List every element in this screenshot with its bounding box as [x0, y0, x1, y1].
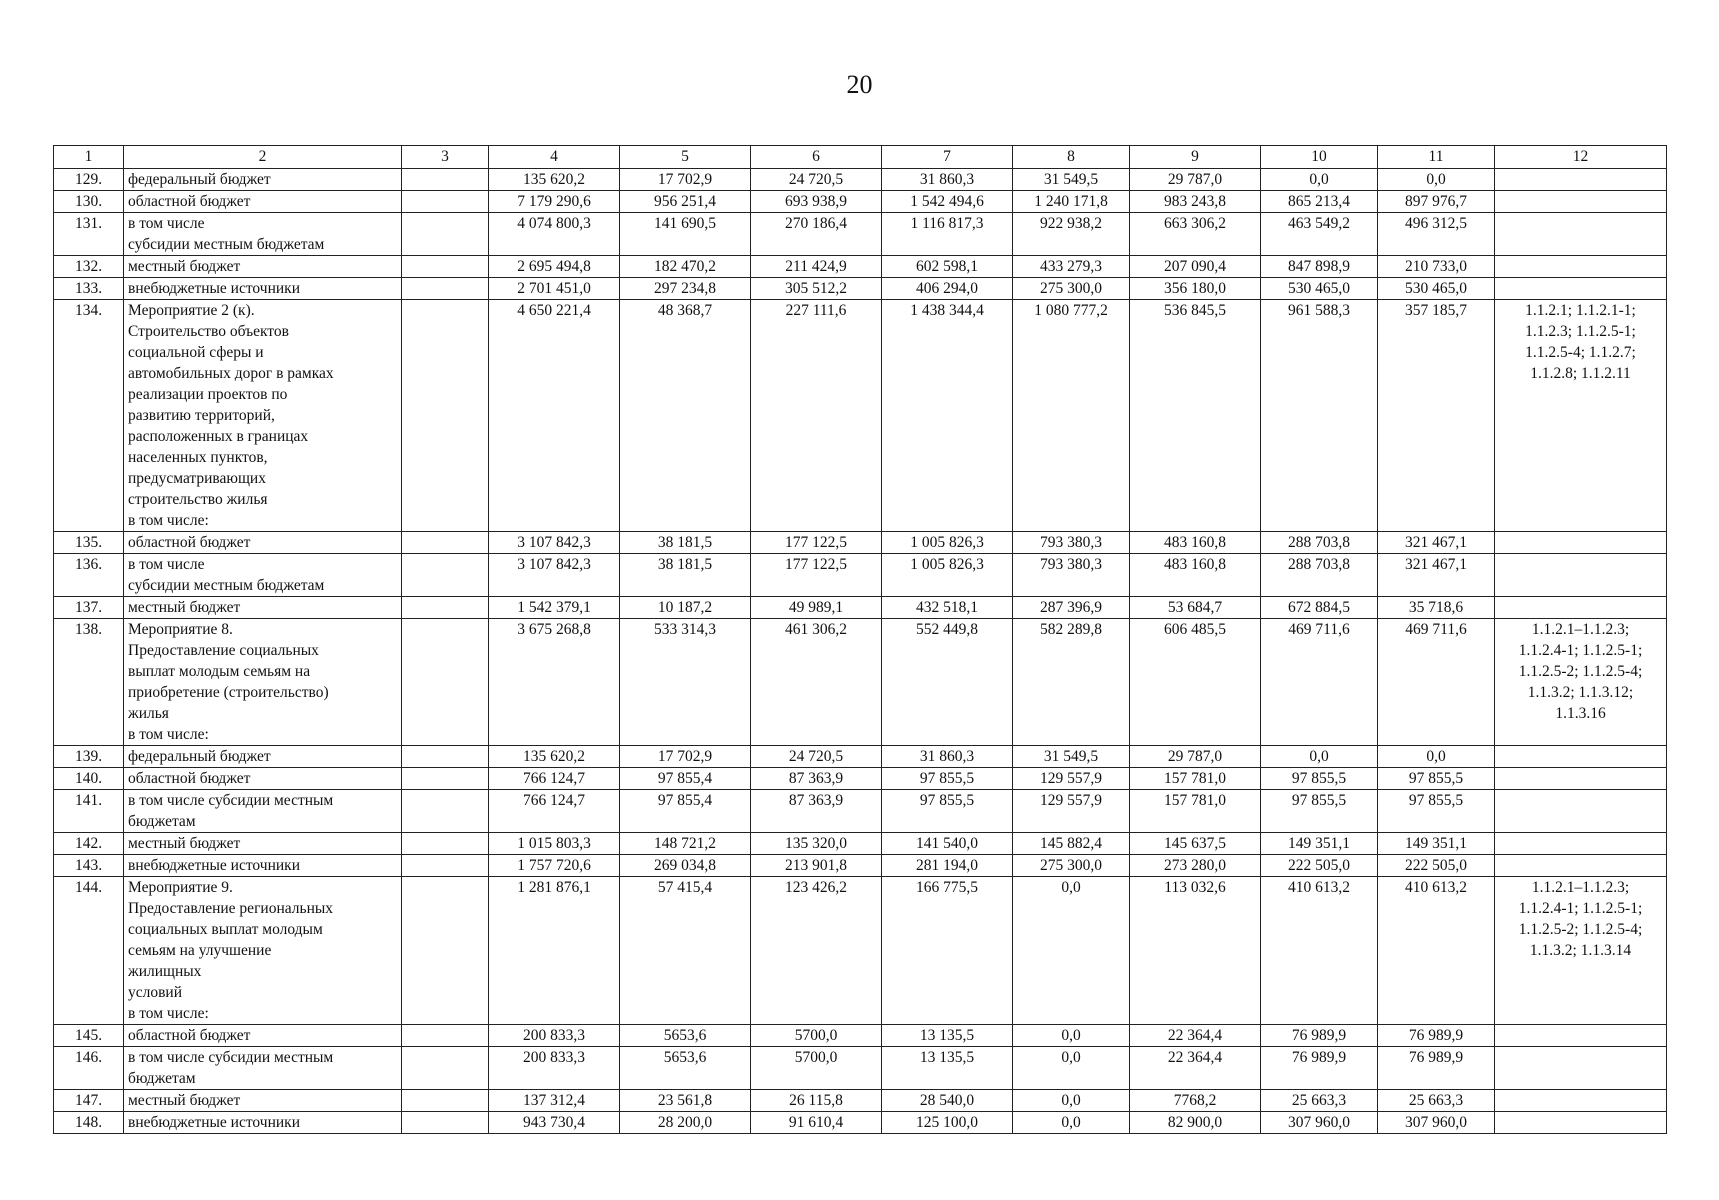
row-number-cell: 131.: [54, 213, 124, 256]
column-3-cell: [402, 1047, 489, 1090]
value-cell: 10 187,2: [620, 597, 751, 619]
value-cell: 145 882,4: [1013, 833, 1130, 855]
value-cell: 3 675 268,8: [489, 619, 620, 746]
value-cell: 31 860,3: [882, 746, 1013, 768]
value-cell: 7768,2: [1130, 1090, 1261, 1112]
table-row: [54, 300, 1667, 532]
column-3-cell: [402, 169, 489, 191]
row-number-cell: 132.: [54, 256, 124, 278]
value-cell: 943 730,4: [489, 1112, 620, 1134]
value-cell: 227 111,6: [751, 300, 882, 532]
table-row: [54, 790, 1667, 833]
column-header: 2: [124, 146, 402, 169]
row-number-cell: 144.: [54, 877, 124, 1025]
table-row: [54, 768, 1667, 790]
value-cell: 182 470,2: [620, 256, 751, 278]
value-cell: 5653,6: [620, 1025, 751, 1047]
value-cell: 17 702,9: [620, 169, 751, 191]
value-cell: 207 090,4: [1130, 256, 1261, 278]
value-cell: 270 186,4: [751, 213, 882, 256]
value-cell: 5700,0: [751, 1047, 882, 1090]
column-3-cell: [402, 597, 489, 619]
reference-cell: [1495, 256, 1667, 278]
value-cell: 97 855,4: [620, 790, 751, 833]
value-cell: 3 107 842,3: [489, 532, 620, 554]
column-header: 5: [620, 146, 751, 169]
value-cell: 602 598,1: [882, 256, 1013, 278]
value-cell: 135 320,0: [751, 833, 882, 855]
row-number-cell: 133.: [54, 278, 124, 300]
value-cell: 4 650 221,4: [489, 300, 620, 532]
value-cell: 273 280,0: [1130, 855, 1261, 877]
row-name-cell: внебюджетные источники: [124, 278, 402, 300]
value-cell: 97 855,4: [620, 768, 751, 790]
row-name-cell: федеральный бюджет: [124, 169, 402, 191]
table-row: [54, 213, 1667, 256]
table-row: [54, 855, 1667, 877]
row-name-cell: в том числе субсидии местным бюджетам: [124, 1047, 402, 1090]
value-cell: 13 135,5: [882, 1025, 1013, 1047]
value-cell: 177 122,5: [751, 554, 882, 597]
value-cell: 582 289,8: [1013, 619, 1130, 746]
reference-cell: [1495, 554, 1667, 597]
reference-cell: [1495, 278, 1667, 300]
value-cell: 0,0: [1013, 1025, 1130, 1047]
value-cell: 149 351,1: [1261, 833, 1378, 855]
value-cell: 48 368,7: [620, 300, 751, 532]
value-cell: 663 306,2: [1130, 213, 1261, 256]
reference-cell: 1.1.2.1–1.1.2.3; 1.1.2.4-1; 1.1.2.5-1; 1.1.2.5-2; 1.1.2.5-4; 1.1.3.2; 1.1.3.12; 1.1.3.16: [1495, 619, 1667, 746]
value-cell: 469 711,6: [1261, 619, 1378, 746]
value-cell: 793 380,3: [1013, 554, 1130, 597]
column-3-cell: [402, 1090, 489, 1112]
value-cell: 536 845,5: [1130, 300, 1261, 532]
column-3-cell: [402, 532, 489, 554]
value-cell: 672 884,5: [1261, 597, 1378, 619]
value-cell: 222 505,0: [1261, 855, 1378, 877]
reference-cell: 1.1.2.1–1.1.2.3; 1.1.2.4-1; 1.1.2.5-1; 1.1.2.5-2; 1.1.2.5-4; 1.1.3.2; 1.1.3.14: [1495, 877, 1667, 1025]
column-header: 12: [1495, 146, 1667, 169]
row-number-cell: 147.: [54, 1090, 124, 1112]
value-cell: 269 034,8: [620, 855, 751, 877]
value-cell: 530 465,0: [1261, 278, 1378, 300]
value-cell: 406 294,0: [882, 278, 1013, 300]
value-cell: 149 351,1: [1378, 833, 1495, 855]
value-cell: 87 363,9: [751, 790, 882, 833]
value-cell: 38 181,5: [620, 532, 751, 554]
table-row: [54, 554, 1667, 597]
value-cell: 213 901,8: [751, 855, 882, 877]
value-cell: 141 540,0: [882, 833, 1013, 855]
row-number-cell: 142.: [54, 833, 124, 855]
value-cell: 321 467,1: [1378, 554, 1495, 597]
table-row: [54, 833, 1667, 855]
table-row: [54, 1112, 1667, 1134]
value-cell: 22 364,4: [1130, 1047, 1261, 1090]
value-cell: 357 185,7: [1378, 300, 1495, 532]
row-name-cell: местный бюджет: [124, 1090, 402, 1112]
reference-cell: [1495, 1047, 1667, 1090]
value-cell: 1 438 344,4: [882, 300, 1013, 532]
value-cell: 432 518,1: [882, 597, 1013, 619]
value-cell: 76 989,9: [1261, 1025, 1378, 1047]
row-name-cell: местный бюджет: [124, 597, 402, 619]
value-cell: 113 032,6: [1130, 877, 1261, 1025]
value-cell: 28 200,0: [620, 1112, 751, 1134]
reference-cell: [1495, 169, 1667, 191]
column-header: 11: [1378, 146, 1495, 169]
value-cell: 97 855,5: [1378, 768, 1495, 790]
row-name-cell: Мероприятие 9. Предоставление региональных социальных выплат молодым семьям на улучшение жилищных условий в том числе:: [124, 877, 402, 1025]
value-cell: 23 561,8: [620, 1090, 751, 1112]
row-number-cell: 143.: [54, 855, 124, 877]
value-cell: 5700,0: [751, 1025, 882, 1047]
reference-cell: [1495, 855, 1667, 877]
row-name-cell: местный бюджет: [124, 256, 402, 278]
reference-cell: [1495, 1025, 1667, 1047]
value-cell: 1 116 817,3: [882, 213, 1013, 256]
column-3-cell: [402, 877, 489, 1025]
column-3-cell: [402, 278, 489, 300]
value-cell: 606 485,5: [1130, 619, 1261, 746]
row-number-cell: 137.: [54, 597, 124, 619]
value-cell: 1 281 876,1: [489, 877, 620, 1025]
table-row: [54, 877, 1667, 1025]
value-cell: 5653,6: [620, 1047, 751, 1090]
value-cell: 76 989,9: [1378, 1047, 1495, 1090]
value-cell: 49 989,1: [751, 597, 882, 619]
column-3-cell: [402, 1025, 489, 1047]
value-cell: 53 684,7: [1130, 597, 1261, 619]
header-row: [54, 146, 1667, 169]
reference-cell: [1495, 1112, 1667, 1134]
value-cell: 200 833,3: [489, 1047, 620, 1090]
value-cell: 0,0: [1378, 746, 1495, 768]
reference-cell: [1495, 833, 1667, 855]
value-cell: 1 542 494,6: [882, 191, 1013, 213]
row-name-cell: областной бюджет: [124, 532, 402, 554]
value-cell: 0,0: [1013, 1090, 1130, 1112]
row-number-cell: 145.: [54, 1025, 124, 1047]
row-name-cell: областной бюджет: [124, 768, 402, 790]
value-cell: 281 194,0: [882, 855, 1013, 877]
value-cell: 157 781,0: [1130, 790, 1261, 833]
value-cell: 766 124,7: [489, 790, 620, 833]
row-number-cell: 146.: [54, 1047, 124, 1090]
value-cell: 0,0: [1013, 877, 1130, 1025]
value-cell: 35 718,6: [1378, 597, 1495, 619]
row-number-cell: 141.: [54, 790, 124, 833]
column-3-cell: [402, 790, 489, 833]
value-cell: 1 015 803,3: [489, 833, 620, 855]
column-3-cell: [402, 768, 489, 790]
value-cell: 410 613,2: [1261, 877, 1378, 1025]
value-cell: 135 620,2: [489, 169, 620, 191]
table-row: [54, 746, 1667, 768]
value-cell: 0,0: [1378, 169, 1495, 191]
value-cell: 847 898,9: [1261, 256, 1378, 278]
column-header: 6: [751, 146, 882, 169]
value-cell: 148 721,2: [620, 833, 751, 855]
value-cell: 222 505,0: [1378, 855, 1495, 877]
row-name-cell: внебюджетные источники: [124, 855, 402, 877]
value-cell: 31 549,5: [1013, 746, 1130, 768]
value-cell: 1 240 171,8: [1013, 191, 1130, 213]
value-cell: 22 364,4: [1130, 1025, 1261, 1047]
value-cell: 3 107 842,3: [489, 554, 620, 597]
value-cell: 321 467,1: [1378, 532, 1495, 554]
value-cell: 145 637,5: [1130, 833, 1261, 855]
row-name-cell: областной бюджет: [124, 1025, 402, 1047]
reference-cell: [1495, 1090, 1667, 1112]
row-number-cell: 148.: [54, 1112, 124, 1134]
value-cell: 87 363,9: [751, 768, 882, 790]
table-row: [54, 191, 1667, 213]
value-cell: 0,0: [1261, 746, 1378, 768]
value-cell: 469 711,6: [1378, 619, 1495, 746]
column-header: 4: [489, 146, 620, 169]
row-name-cell: внебюджетные источники: [124, 1112, 402, 1134]
value-cell: 0,0: [1013, 1047, 1130, 1090]
value-cell: 356 180,0: [1130, 278, 1261, 300]
value-cell: 983 243,8: [1130, 191, 1261, 213]
value-cell: 461 306,2: [751, 619, 882, 746]
reference-cell: [1495, 597, 1667, 619]
reference-cell: [1495, 213, 1667, 256]
value-cell: 2 701 451,0: [489, 278, 620, 300]
column-header: 3: [402, 146, 489, 169]
reference-cell: [1495, 790, 1667, 833]
value-cell: 897 976,7: [1378, 191, 1495, 213]
table-row: [54, 256, 1667, 278]
value-cell: 410 613,2: [1378, 877, 1495, 1025]
value-cell: 28 540,0: [882, 1090, 1013, 1112]
row-name-cell: местный бюджет: [124, 833, 402, 855]
table-row: [54, 619, 1667, 746]
value-cell: 288 703,8: [1261, 532, 1378, 554]
value-cell: 1 080 777,2: [1013, 300, 1130, 532]
value-cell: 552 449,8: [882, 619, 1013, 746]
value-cell: 129 557,9: [1013, 790, 1130, 833]
value-cell: 1 757 720,6: [489, 855, 620, 877]
column-header: 9: [1130, 146, 1261, 169]
value-cell: 97 855,5: [882, 790, 1013, 833]
row-name-cell: Мероприятие 8. Предоставление социальных выплат молодым семьям на приобретение (строительство) жилья в том числе:: [124, 619, 402, 746]
table-header: [54, 146, 1667, 169]
value-cell: 0,0: [1261, 169, 1378, 191]
value-cell: 1 005 826,3: [882, 554, 1013, 597]
value-cell: 0,0: [1013, 1112, 1130, 1134]
value-cell: 200 833,3: [489, 1025, 620, 1047]
row-name-cell: федеральный бюджет: [124, 746, 402, 768]
value-cell: 137 312,4: [489, 1090, 620, 1112]
reference-cell: [1495, 191, 1667, 213]
value-cell: 4 074 800,3: [489, 213, 620, 256]
value-cell: 922 938,2: [1013, 213, 1130, 256]
column-3-cell: [402, 855, 489, 877]
value-cell: 29 787,0: [1130, 169, 1261, 191]
value-cell: 97 855,5: [1261, 768, 1378, 790]
value-cell: 177 122,5: [751, 532, 882, 554]
column-3-cell: [402, 1112, 489, 1134]
column-header: 8: [1013, 146, 1130, 169]
reference-cell: [1495, 768, 1667, 790]
table-row: [54, 1090, 1667, 1112]
row-number-cell: 130.: [54, 191, 124, 213]
column-3-cell: [402, 746, 489, 768]
value-cell: 961 588,3: [1261, 300, 1378, 532]
value-cell: 307 960,0: [1378, 1112, 1495, 1134]
value-cell: 793 380,3: [1013, 532, 1130, 554]
table-row: [54, 169, 1667, 191]
table-row: [54, 1047, 1667, 1090]
value-cell: 157 781,0: [1130, 768, 1261, 790]
value-cell: 463 549,2: [1261, 213, 1378, 256]
row-number-cell: 140.: [54, 768, 124, 790]
value-cell: 25 663,3: [1378, 1090, 1495, 1112]
value-cell: 288 703,8: [1261, 554, 1378, 597]
value-cell: 287 396,9: [1013, 597, 1130, 619]
value-cell: 275 300,0: [1013, 278, 1130, 300]
value-cell: 297 234,8: [620, 278, 751, 300]
value-cell: 1 005 826,3: [882, 532, 1013, 554]
column-3-cell: [402, 191, 489, 213]
budget-table: [53, 145, 1667, 1134]
value-cell: 31 860,3: [882, 169, 1013, 191]
value-cell: 530 465,0: [1378, 278, 1495, 300]
column-3-cell: [402, 213, 489, 256]
value-cell: 25 663,3: [1261, 1090, 1378, 1112]
column-header: 7: [882, 146, 1013, 169]
value-cell: 865 213,4: [1261, 191, 1378, 213]
value-cell: 31 549,5: [1013, 169, 1130, 191]
table-row: [54, 278, 1667, 300]
column-3-cell: [402, 300, 489, 532]
value-cell: 766 124,7: [489, 768, 620, 790]
reference-cell: 1.1.2.1; 1.1.2.1-1; 1.1.2.3; 1.1.2.5-1; 1.1.2.5-4; 1.1.2.7; 1.1.2.8; 1.1.2.11: [1495, 300, 1667, 532]
value-cell: 693 938,9: [751, 191, 882, 213]
value-cell: 307 960,0: [1261, 1112, 1378, 1134]
column-3-cell: [402, 833, 489, 855]
reference-cell: [1495, 746, 1667, 768]
value-cell: 91 610,4: [751, 1112, 882, 1134]
value-cell: 533 314,3: [620, 619, 751, 746]
row-name-cell: в том числе субсидии местным бюджетам: [124, 790, 402, 833]
value-cell: 305 512,2: [751, 278, 882, 300]
row-name-cell: в том числе субсидии местным бюджетам: [124, 554, 402, 597]
value-cell: 496 312,5: [1378, 213, 1495, 256]
row-number-cell: 129.: [54, 169, 124, 191]
value-cell: 275 300,0: [1013, 855, 1130, 877]
value-cell: 7 179 290,6: [489, 191, 620, 213]
value-cell: 13 135,5: [882, 1047, 1013, 1090]
row-name-cell: в том числе субсидии местным бюджетам: [124, 213, 402, 256]
value-cell: 483 160,8: [1130, 532, 1261, 554]
table-row: [54, 532, 1667, 554]
value-cell: 2 695 494,8: [489, 256, 620, 278]
value-cell: 211 424,9: [751, 256, 882, 278]
table-body: [54, 169, 1667, 1134]
value-cell: 166 775,5: [882, 877, 1013, 1025]
value-cell: 433 279,3: [1013, 256, 1130, 278]
value-cell: 483 160,8: [1130, 554, 1261, 597]
row-name-cell: областной бюджет: [124, 191, 402, 213]
value-cell: 97 855,5: [1261, 790, 1378, 833]
value-cell: 129 557,9: [1013, 768, 1130, 790]
row-number-cell: 139.: [54, 746, 124, 768]
value-cell: 76 989,9: [1261, 1047, 1378, 1090]
table-row: [54, 597, 1667, 619]
value-cell: 135 620,2: [489, 746, 620, 768]
value-cell: 956 251,4: [620, 191, 751, 213]
column-3-cell: [402, 256, 489, 278]
value-cell: 24 720,5: [751, 169, 882, 191]
value-cell: 210 733,0: [1378, 256, 1495, 278]
column-3-cell: [402, 619, 489, 746]
value-cell: 76 989,9: [1378, 1025, 1495, 1047]
row-number-cell: 136.: [54, 554, 124, 597]
row-number-cell: 134.: [54, 300, 124, 532]
value-cell: 24 720,5: [751, 746, 882, 768]
value-cell: 17 702,9: [620, 746, 751, 768]
column-header: 1: [54, 146, 124, 169]
value-cell: 57 415,4: [620, 877, 751, 1025]
value-cell: 97 855,5: [1378, 790, 1495, 833]
value-cell: 38 181,5: [620, 554, 751, 597]
value-cell: 123 426,2: [751, 877, 882, 1025]
page-number: 20: [846, 70, 873, 99]
column-3-cell: [402, 554, 489, 597]
value-cell: 26 115,8: [751, 1090, 882, 1112]
value-cell: 29 787,0: [1130, 746, 1261, 768]
value-cell: 125 100,0: [882, 1112, 1013, 1134]
value-cell: 82 900,0: [1130, 1112, 1261, 1134]
row-number-cell: 138.: [54, 619, 124, 746]
row-number-cell: 135.: [54, 532, 124, 554]
value-cell: 141 690,5: [620, 213, 751, 256]
value-cell: 97 855,5: [882, 768, 1013, 790]
column-header: 10: [1261, 146, 1378, 169]
table-row: [54, 1025, 1667, 1047]
row-name-cell: Мероприятие 2 (к). Строительство объектов социальной сферы и автомобильных дорог в рамках реализации проектов по развитию территорий, расположенных в границах населенных пунктов, предусматривающих строительство жилья в том числе:: [124, 300, 402, 532]
reference-cell: [1495, 532, 1667, 554]
value-cell: 1 542 379,1: [489, 597, 620, 619]
